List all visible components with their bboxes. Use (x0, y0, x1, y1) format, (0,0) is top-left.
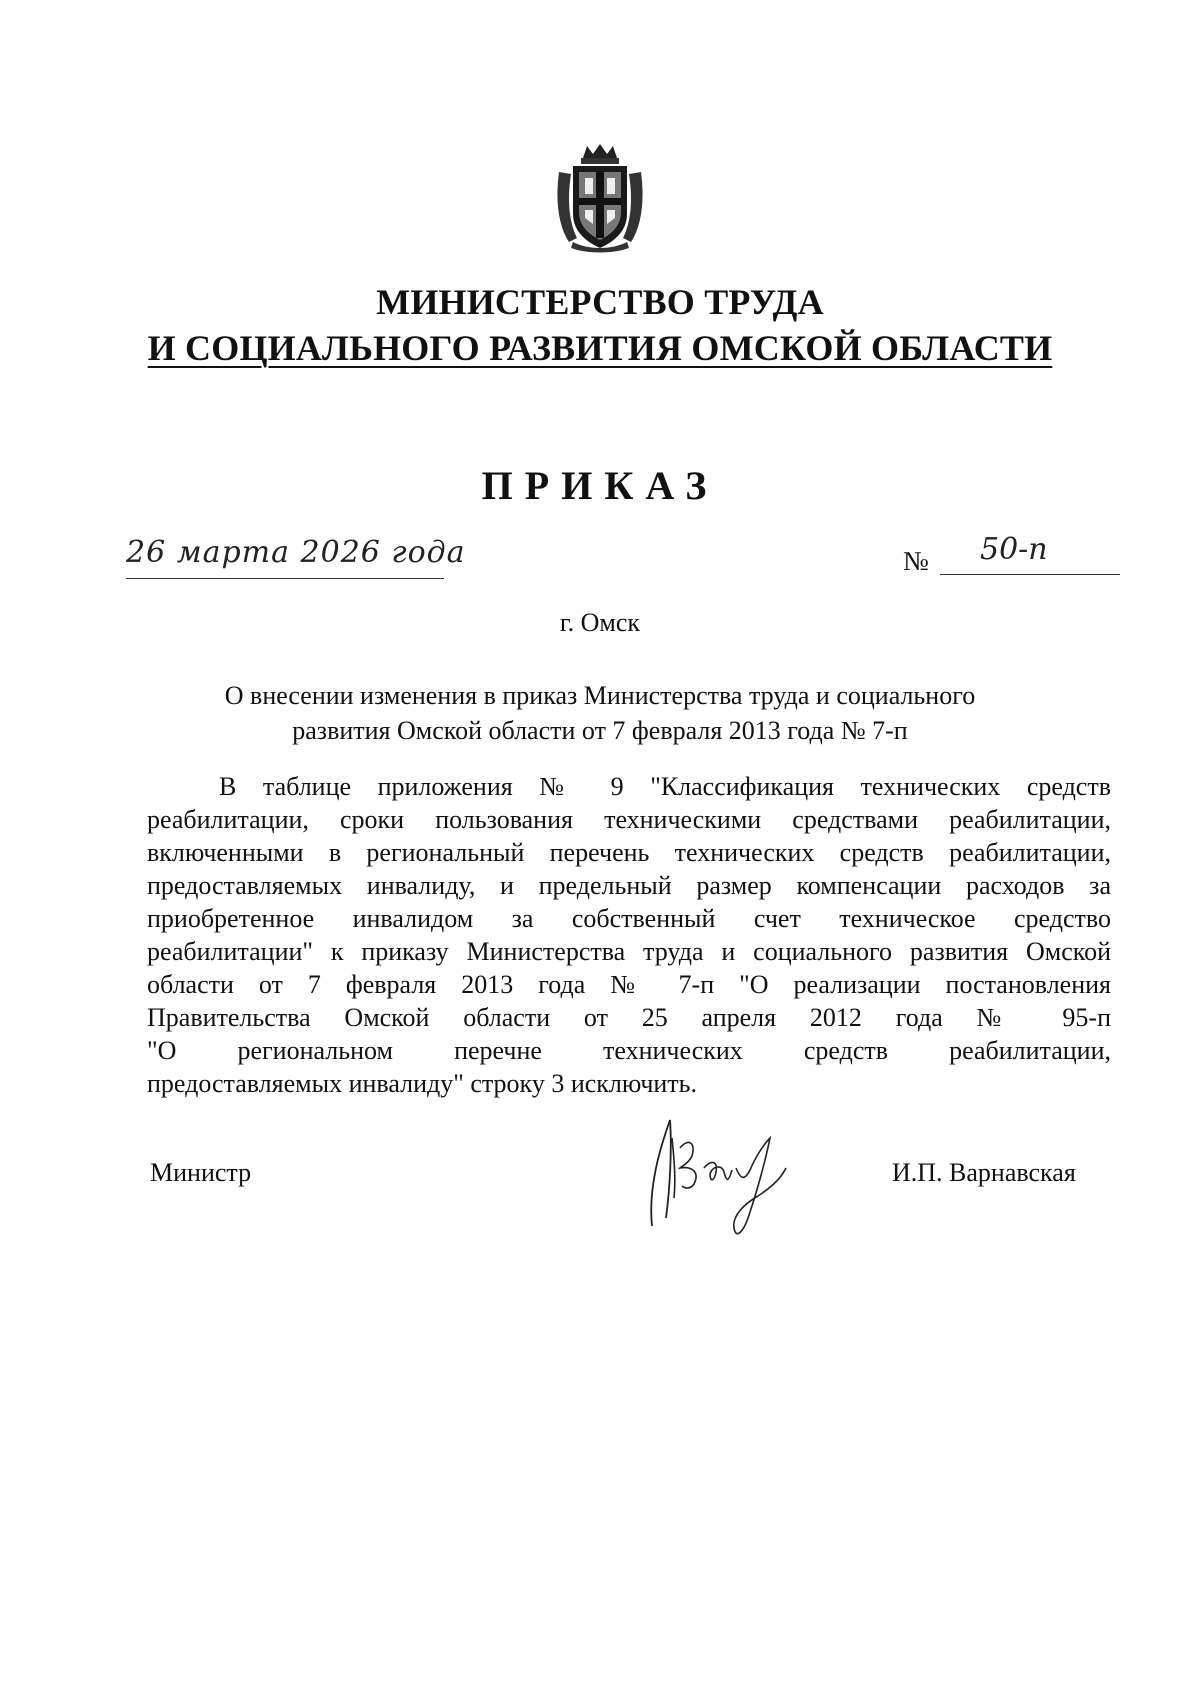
handwritten-signature (640, 1108, 815, 1248)
body-line: приобретенное инвалидом за собственный счет техническое средство (147, 904, 1111, 933)
document-type-title: ПРИКАЗ (481, 463, 719, 508)
body-line: "О региональном перечне технических средств реабилитации, (147, 1036, 1111, 1065)
body-line: предоставляемых инвалиду, и предельный размер компенсации расходов за (147, 871, 1111, 900)
order-body (147, 770, 1111, 1100)
subject-line: О внесении изменения в приказ Министерства труда и социального (224, 681, 976, 710)
body-line: реабилитации, сроки пользования техническими средствами реабилитации, (147, 805, 1111, 834)
ministry-name-line1: МИНИСТЕРСТВО ТРУДА (376, 282, 824, 322)
number-underline (940, 574, 1120, 575)
number-label: № (903, 546, 929, 576)
handwritten-number: 50-п (980, 532, 1048, 567)
body-line: области от 7 февраля 2013 года № 7-п "О реализации постановления (147, 970, 1111, 999)
coat-of-arms-icon (553, 142, 647, 254)
ministry-name-line2 (0, 326, 1200, 370)
subject-line: развития Омской области от 7 февраля 2013 года № 7-п (292, 716, 908, 745)
body-line: В таблице приложения № 9 "Классификация технических средств (219, 772, 1111, 801)
city: г. Омск (559, 608, 641, 637)
ministry-name-line2-text: И СОЦИАЛЬНОГО РАЗВИТИЯ ОМСКОЙ ОБЛАСТИ (147, 328, 1053, 368)
body-line: реабилитации" к приказу Министерства труда и социального развития Омской (147, 937, 1111, 966)
body-line: включенными в региональный перечень технических средств реабилитации, (147, 838, 1111, 867)
body-line: Правительства Омской области от 25 апреля 2012 года № 95-п (147, 1003, 1111, 1032)
body-line: предоставляемых инвалиду" строку 3 исключить. (147, 1069, 698, 1098)
handwritten-date: 26 марта 2026 года (126, 535, 466, 570)
date-underline (126, 578, 444, 579)
order-subject (0, 678, 1200, 748)
signatory-name: И.П. Варнавская (892, 1158, 1076, 1187)
signatory-title: Министр (150, 1158, 252, 1187)
